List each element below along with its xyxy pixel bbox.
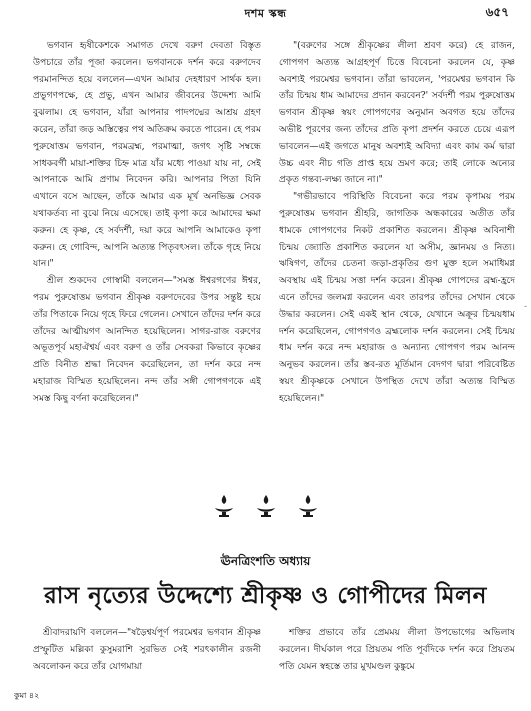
chapter-paragraph-left: শ্রীবাদরায়ণি বললেন—"ষড়ৈশ্বর্যপূর্ণ পরমেশ্বর ভগবান শ্রীকৃষ্ণ প্রস্ফুটিত মল্লিকা কুসুমরাশি সুরভিত সেই শরৎকালীন রজনী অবলোকন করে তাঁর যোগমায়া	[33, 628, 261, 672]
chapter-text-left	[33, 625, 261, 681]
chapter-number: ঊনত্রিংশতি অধ্যায়	[220, 554, 311, 568]
right-column	[279, 38, 515, 468]
margin-mark: -	[523, 302, 527, 312]
right-paragraph-1: "(বরুণের সঙ্গে শ্রীকৃষ্ণের লীলা শ্রবণ করে) হে রাজন, গোপগণ অত্যন্ত আগ্রহপূর্ণ চিত্তে বিবেচনা করলেন যে, কৃষ্ণ অবশ্যই পরমেশ্বর ভগবান। তাঁরা ভাবলেন, 'পরমেশ্বর ভগবান কি তাঁর চিন্ময় ধাম আমাদের প্রদান করবেন?' সর্বদর্শী পরম পুরুষোত্তম ভগবান শ্রীকৃষ্ণ স্বয়ং গোপগণের অনুমান অবগত হয়ে তাঁদের অভীষ্ট পূরণের জন্য তাঁদের প্রতি কৃপা প্রদর্শন করতে চেয়ে এরূপ ভাবলেন—এই জগতে মানুষ অবশ্যই অবিদ্যা এবং কাম কর্ম দ্বারা উচ্চ এবং নীচ গতি প্রাপ্ত হয়ে ভ্রমণ করে; তাই লোকে অন্যের প্রকৃত গন্তব্য-লক্ষ্য জানে না।"	[279, 41, 515, 186]
chapter-text-right	[279, 625, 515, 681]
ornament-row	[0, 494, 531, 518]
left-column	[33, 38, 261, 468]
left-paragraph-2: শ্রীল শুকদেব গোস্বামী বললেন—"সমস্ত ঈশ্বরগণের ঈশ্বর, পরম পুরুষোত্তম ভগবান শ্রীকৃষ্ণ বরুণদেবের উপর সন্তুষ্ট হয়ে তাঁর পিতাকে নিয়ে গৃহে ফিরে গেলেন। সেখানে তাঁদের দর্শন করে তাঁদের আত্মীয়গণ আনন্দিত হয়েছিলেন। সাগর-রাজ বরুণের অভূতপূর্ব মহাঐশ্বর্য এবং বরুণ ও তাঁর সেবকরা কিভাবে কৃষ্ণের প্রতি বিনীত শ্রদ্ধা নিবেদন করেছিলেন, তা দর্শন করে নন্দ মহারাজ বিস্মিত হয়েছিলেন। নন্দ তাঁর সঙ্গী গোপগণকে এই সমস্ত কিছু বর্ণনা করেছিলেন।"	[33, 276, 261, 404]
right-paragraph-2: "গভীরভাবে পরিস্থিতি বিবেচনা করে পরম কৃপাময় পরম পুরুষোত্তম ভগবান শ্রীহরি, জাগতিক অন্ধকারের অতীত তাঁর ধামকে গোপগণের নিকট প্রকাশিত করলেন। শ্রীকৃষ্ণ অবিনাশী চিন্ময় জ্যোতি প্রকাশিত করলেন যা অসীম, জ্ঞানময় ও নিত্য। ঋষিগণ, তাঁদের চেতনা জড়া-প্রকৃতির গুণ মুক্ত হলে সমাধিমগ্ন অবস্থায় এই চিন্ময় সত্তা দর্শন করেন। শ্রীকৃষ্ণ গোপদের ব্রহ্ম-হ্রদে এনে তাঁদের জলমগ্ন করলেন এবং তারপর তাঁদের সেখান থেকে উদ্ধার করলেন। সেই একই স্থান থেকে, যেখানে অক্রূর চিন্ময়ধাম দর্শন করেছিলেন, গোপগণও ব্রহ্মলোক দর্শন করলেন। সেই চিন্ময় ধাম দর্শন করে নন্দ মহারাজ ও অন্যান্য গোপগণ পরম আনন্দ অনুভব করলেন। তাঁর স্তব-রত মূর্তিমান বেদগণ দ্বারা পরিবেষ্টিত স্বয়ং শ্রীকৃষ্ণকে সেখানে উপস্থিত দেখে তাঁরা অত্যন্ত বিস্মিত হয়েছিলেন।"	[279, 192, 515, 404]
page-number: ৬৫৭	[485, 5, 509, 19]
chapter-paragraph-right: শক্তির প্রভাবে তাঁর প্রেমময় লীলা উপভোগের অভিলাষ করলেন। দীর্ঘকাল পরে প্রিয়তম পতি পূর্বদিকে দর্শন করে প্রিয়তম পতি যেমন স্বহস্তে তার মুখমণ্ডল কুঙ্কুমে	[279, 628, 515, 672]
footer-note: কুমা ৪২	[14, 691, 40, 700]
lamp-ornament-icon	[213, 494, 235, 518]
lamp-ornament-icon	[297, 494, 319, 518]
lamp-ornament-icon	[255, 494, 277, 518]
chapter-title: রাস নৃত্যের উদ্দেশ্যে শ্রীকৃষ্ণ ও গোপীদের মিলন	[44, 583, 487, 609]
left-paragraph-1: ভগবান হৃষীকেশকে সমাগত দেখে বরুণ দেবতা বিস্তৃত উপচারে তাঁর পূজা করলেন। ভগবানকে দর্শন করে বরুণদেব পরমানন্দিত হয়ে বললেন—এখন আমার দেহধারণ সার্থক হল। প্রভুগণপক্ষে, হে প্রভু, এখন আমার জীবনের উদ্দেশ্য আমি বুঝলাম। হে ভগবান, যাঁরা আপনার পাদপদ্মের আশ্রয় গ্রহণ করেন, তাঁরা জড় অস্তিত্বের পথ অতিক্রম করতে পারেন। হে পরম পুরুষোত্তম ভগবান, পরমব্রহ্ম, পরমাত্মা, জগৎ সৃষ্টি সম্বন্ধে সাধকবর্গী মায়া-শক্তির চিহ্ন মাত্র যাঁর মধ্যে পাওয়া যায় না, সেই আপনাকে আমি প্রণাম নিবেদন করি। আপনার পিতা যিনি এখানে বসে আছেন, তাঁকে আমার এক মূর্খ অনভিজ্ঞ সেবক যথাকর্তব্য না বুঝে নিয়ে এসেছে। তাই কৃপা করে আমাদের ক্ষমা করুন। হে কৃষ্ণ, হে সর্বদর্শী, দয়া করে আপনি আমাকেও কৃপা করুন। হে গোবিন্দ, আপনি অত্যন্ত পিতৃবৎসল। তাঁকে গৃহে নিয়ে যান।"	[33, 41, 261, 270]
section-title: দশম স্কন্ধ	[244, 7, 287, 20]
